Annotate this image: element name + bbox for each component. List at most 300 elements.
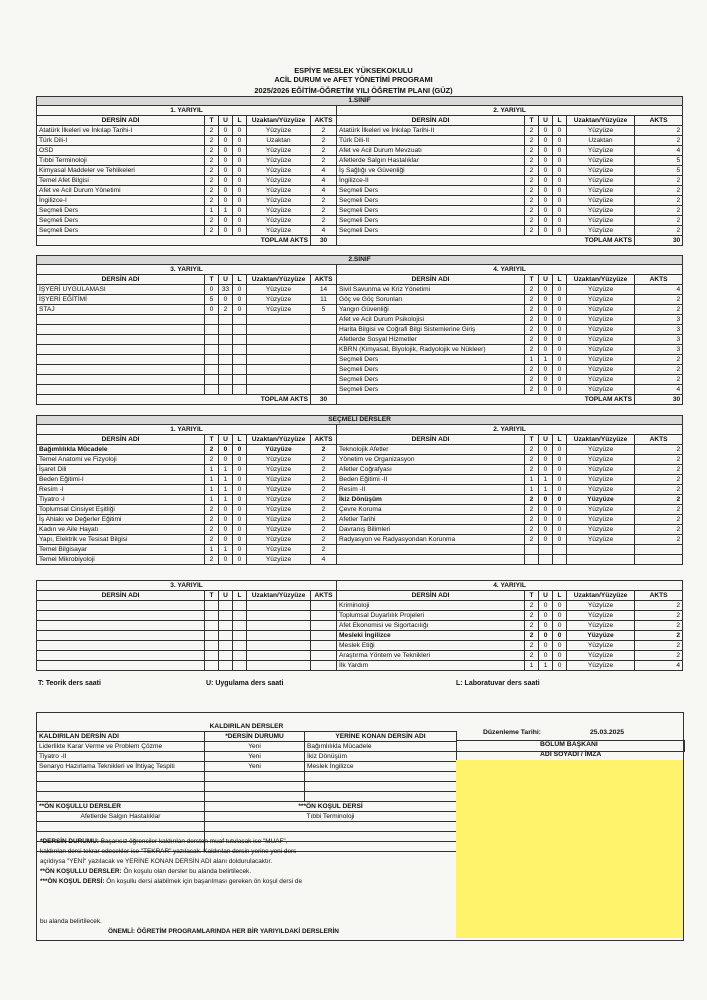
- delivery-mode: Yüzyüze: [567, 661, 635, 671]
- akts: [311, 335, 337, 345]
- course-name: [37, 385, 205, 395]
- delivery-mode: Yüzyüze: [567, 485, 635, 495]
- akts: 2: [311, 136, 337, 146]
- l-hours: 0: [233, 505, 247, 515]
- course-name: Türk Dili-II: [337, 136, 525, 146]
- delivery-mode: Yüzyüze: [567, 455, 635, 465]
- table-row: [37, 325, 683, 335]
- course-name: Teknolojik Afetler: [337, 445, 525, 455]
- u-hours: 0: [539, 226, 553, 236]
- delivery-mode: Yüzyüze: [567, 515, 635, 525]
- akts: 2: [635, 631, 683, 641]
- akts: 2: [311, 505, 337, 515]
- akts: 2: [311, 206, 337, 216]
- l-hours: 0: [553, 505, 567, 515]
- l-hours: 0: [553, 455, 567, 465]
- u-hours: 33: [219, 285, 233, 295]
- col-t: T: [525, 435, 539, 445]
- t-hours: 2: [525, 196, 539, 206]
- course-name: STAJ: [37, 305, 205, 315]
- t-hours: 2: [205, 176, 219, 186]
- replacement-course: Meslek İngilizce: [305, 762, 457, 772]
- l-hours: 0: [233, 545, 247, 555]
- delivery-mode: Yüzyüze: [567, 285, 635, 295]
- table-row: [37, 525, 683, 535]
- l-hours: 0: [553, 485, 567, 495]
- delivery-mode: Yüzyüze: [247, 156, 311, 166]
- signature-redaction: [456, 760, 683, 938]
- u-hours: 0: [539, 535, 553, 545]
- l-hours: 0: [553, 515, 567, 525]
- l-hours: 0: [553, 206, 567, 216]
- delivery-mode: Yüzyüze: [567, 465, 635, 475]
- l-hours: [553, 555, 567, 565]
- t-hours: 0: [205, 305, 219, 315]
- t-hours: 2: [525, 126, 539, 136]
- col-l: L: [233, 116, 247, 126]
- course-name: Seçmeli Ders: [337, 365, 525, 375]
- t-hours: 2: [525, 611, 539, 621]
- col-mode: Uzaktan/Yüzyüze: [247, 116, 311, 126]
- course-name: Harita Bilgisi ve Coğrafi Bilgi Sistemlerine Giriş: [337, 325, 525, 335]
- t-hours: 2: [525, 146, 539, 156]
- akts: 4: [635, 661, 683, 671]
- course-name: Afetler Tarihi: [337, 515, 525, 525]
- col-name: DERSİN ADI: [37, 435, 205, 445]
- course-name: Seçmeli Ders: [337, 355, 525, 365]
- l-hours: 0: [233, 196, 247, 206]
- course-name: İkiz Dönüşüm: [337, 495, 525, 505]
- u-hours: [539, 545, 553, 555]
- replacement-course: İkiz Dönüşüm: [305, 752, 457, 762]
- removed-course: Senaryo Hazırlama Teknikleri ve İhtiyaç Tespiti: [37, 762, 205, 772]
- akts: 2: [635, 355, 683, 365]
- delivery-mode: Yüzyüze: [247, 186, 311, 196]
- col-t: T: [205, 435, 219, 445]
- u-hours: 0: [539, 651, 553, 661]
- l-hours: 0: [233, 305, 247, 315]
- akts: 2: [635, 216, 683, 226]
- table-row: [37, 621, 683, 631]
- table-row: [37, 186, 683, 196]
- t-hours: 2: [525, 375, 539, 385]
- t-hours: 2: [525, 455, 539, 465]
- course-status: Yeni: [205, 762, 305, 772]
- col-mode: Uzaktan/Yüzyüze: [247, 435, 311, 445]
- t-hours: 2: [525, 465, 539, 475]
- l-hours: 0: [553, 335, 567, 345]
- l-hours: [553, 545, 567, 555]
- course-name: Göç ve Göç Sorunları: [337, 295, 525, 305]
- delivery-mode: Yüzyüze: [567, 631, 635, 641]
- course-name: Seçmeli Ders: [337, 196, 525, 206]
- l-hours: 0: [553, 651, 567, 661]
- delivery-mode: Yüzyüze: [247, 535, 311, 545]
- u-hours: 1: [219, 465, 233, 475]
- t-hours: 2: [525, 325, 539, 335]
- sinif1-y2: 2. YARIYIL: [337, 106, 683, 116]
- akts: 4: [311, 186, 337, 196]
- course-status: Yeni: [205, 742, 305, 752]
- akts: 2: [311, 465, 337, 475]
- l-hours: 0: [553, 495, 567, 505]
- legend-t: T: Teorik ders saati: [38, 680, 101, 687]
- col-t: T: [525, 116, 539, 126]
- delivery-mode: Yüzyüze: [567, 505, 635, 515]
- l-hours: 0: [553, 315, 567, 325]
- course-name: İngilizce-II: [337, 176, 525, 186]
- total-label: TOPLAM AKTS: [37, 395, 311, 405]
- col-name: DERSİN ADI: [37, 116, 205, 126]
- l-hours: 0: [553, 216, 567, 226]
- on-kosullu-header: **ÖN KOŞULLU DERSLER: [37, 802, 205, 812]
- t-hours: 2: [525, 365, 539, 375]
- course-name: [37, 345, 205, 355]
- l-hours: 0: [553, 601, 567, 611]
- akts: 4: [635, 385, 683, 395]
- table-row: [37, 226, 683, 236]
- l-hours: 0: [233, 186, 247, 196]
- t-hours: 2: [525, 335, 539, 345]
- akts: 2: [311, 515, 337, 525]
- col-name: DERSİN ADI: [337, 435, 525, 445]
- course-name: [37, 315, 205, 325]
- l-hours: 0: [233, 525, 247, 535]
- t-hours: 2: [525, 535, 539, 545]
- akts: 2: [311, 495, 337, 505]
- u-hours: 0: [539, 136, 553, 146]
- l-hours: 0: [553, 345, 567, 355]
- course-name: Afetler Coğrafyası: [337, 465, 525, 475]
- delivery-mode: [247, 335, 311, 345]
- t-hours: [205, 385, 219, 395]
- t-hours: 1: [205, 206, 219, 216]
- delivery-mode: Yüzyüze: [247, 285, 311, 295]
- col-mode: Uzaktan/Yüzyüze: [567, 435, 635, 445]
- col-u: U: [539, 275, 553, 285]
- total-label: TOPLAM AKTS: [337, 236, 635, 246]
- t-hours: 1: [205, 545, 219, 555]
- t-hours: 2: [205, 455, 219, 465]
- l-hours: [233, 325, 247, 335]
- u-hours: 0: [539, 305, 553, 315]
- col-t: T: [205, 116, 219, 126]
- delivery-mode: [247, 365, 311, 375]
- sinif2-table: [36, 255, 683, 405]
- u-hours: 0: [539, 601, 553, 611]
- col-mode: Uzaktan/Yüzyüze: [567, 275, 635, 285]
- u-hours: [219, 315, 233, 325]
- u-hours: 0: [539, 465, 553, 475]
- t-hours: 2: [205, 196, 219, 206]
- t-hours: 2: [525, 641, 539, 651]
- secmeli2-y2: 4. YARIYIL: [337, 581, 683, 591]
- col-name: DERSİN ADI: [337, 116, 525, 126]
- delivery-mode: Yüzyüze: [567, 475, 635, 485]
- course-name: Afet ve Acil Durum Psikolojisi: [337, 315, 525, 325]
- col-t: T: [525, 591, 539, 601]
- t-hours: 2: [525, 315, 539, 325]
- course-name: İşaret Dili: [37, 465, 205, 475]
- akts: 2: [635, 206, 683, 216]
- delivery-mode: Yüzyüze: [567, 651, 635, 661]
- t-hours: 1: [525, 485, 539, 495]
- delivery-mode: Yüzyüze: [567, 305, 635, 315]
- akts: 5: [311, 305, 337, 315]
- delivery-mode: Yüzyüze: [567, 385, 635, 395]
- u-hours: 0: [539, 335, 553, 345]
- l-hours: 0: [553, 365, 567, 375]
- col-u: U: [539, 435, 553, 445]
- u-hours: [219, 345, 233, 355]
- course-name: İş Ahlakı ve Değerler Eğitimi: [37, 515, 205, 525]
- u-hours: 1: [219, 206, 233, 216]
- t-hours: [205, 335, 219, 345]
- t-hours: 1: [525, 475, 539, 485]
- replacement-course: Bağımlılıkla Mücadele: [305, 742, 457, 752]
- l-hours: 0: [233, 445, 247, 455]
- legend-u: U: Uygulama ders saati: [206, 680, 284, 687]
- t-hours: 2: [205, 186, 219, 196]
- u-hours: 0: [539, 295, 553, 305]
- col-akts: AKTS: [311, 275, 337, 285]
- u-hours: 0: [219, 555, 233, 565]
- delivery-mode: Yüzyüze: [567, 375, 635, 385]
- delivery-mode: [247, 345, 311, 355]
- akts: 2: [311, 485, 337, 495]
- delivery-mode: Yüzyüze: [567, 621, 635, 631]
- u-hours: 1: [219, 485, 233, 495]
- delivery-mode: [247, 355, 311, 365]
- delivery-mode: [567, 545, 635, 555]
- t-hours: [525, 545, 539, 555]
- secmeli-table: [36, 415, 683, 565]
- kaldirilan-h2: *DERSİN DURUMU: [205, 732, 305, 742]
- sinif1-title: 1.SINIF: [37, 97, 683, 106]
- delivery-mode: Yüzyüze: [567, 335, 635, 345]
- course-name: Seçmeli Ders: [337, 375, 525, 385]
- course-name: Çevre Koruma: [337, 505, 525, 515]
- t-hours: [525, 555, 539, 565]
- t-hours: 2: [205, 505, 219, 515]
- course-name: Bağımlılıkla Mücadele: [37, 445, 205, 455]
- akts: 2: [311, 126, 337, 136]
- u-hours: 0: [539, 375, 553, 385]
- akts: 2: [311, 196, 337, 206]
- delivery-mode: Yüzyüze: [567, 216, 635, 226]
- table-row: [37, 156, 683, 166]
- course-name: İlk Yardım: [337, 661, 525, 671]
- course-name: Araştırma Yöntem ve Teknikleri: [337, 651, 525, 661]
- name-signature: ADI SOYADI / İMZA: [540, 751, 602, 758]
- akts: 4: [311, 226, 337, 236]
- u-hours: 1: [219, 495, 233, 505]
- table-row: [37, 445, 683, 455]
- l-hours: 0: [553, 226, 567, 236]
- akts: 2: [311, 525, 337, 535]
- akts: 2: [635, 485, 683, 495]
- date-label: Düzenleme Tarihi:: [483, 729, 542, 736]
- col-u: U: [539, 591, 553, 601]
- akts: 2: [635, 196, 683, 206]
- u-hours: 0: [539, 206, 553, 216]
- akts: 2: [635, 621, 683, 631]
- course-name: Afetlerde Sosyal Hizmetler: [337, 335, 525, 345]
- akts: 4: [635, 146, 683, 156]
- course-name: Kriminoloji: [337, 601, 525, 611]
- akts: 2: [635, 136, 683, 146]
- l-hours: 0: [233, 206, 247, 216]
- delivery-mode: Yüzyüze: [247, 515, 311, 525]
- delivery-mode: Yüzyüze: [567, 445, 635, 455]
- course-name: Seçmeli Ders: [37, 216, 205, 226]
- delivery-mode: Yüzyüze: [247, 465, 311, 475]
- t-hours: 2: [525, 621, 539, 631]
- course-name: Temel Afet Bilgisi: [37, 176, 205, 186]
- table-row: [37, 126, 683, 136]
- u-hours: 0: [539, 631, 553, 641]
- akts: [311, 365, 337, 375]
- secmeli2-table: [36, 580, 683, 671]
- u-hours: 0: [219, 445, 233, 455]
- akts: 2: [635, 535, 683, 545]
- col-akts: AKTS: [635, 116, 683, 126]
- t-hours: 1: [205, 475, 219, 485]
- delivery-mode: [247, 375, 311, 385]
- u-hours: [219, 355, 233, 365]
- t-hours: 2: [525, 305, 539, 315]
- course-name: Beden Eğitimi -II: [337, 475, 525, 485]
- u-hours: 0: [219, 166, 233, 176]
- delivery-mode: Yüzyüze: [247, 196, 311, 206]
- delivery-mode: Yüzyüze: [247, 146, 311, 156]
- akts: [311, 325, 337, 335]
- delivery-mode: Uzaktan: [567, 136, 635, 146]
- course-name: Seçmeli Ders: [37, 226, 205, 236]
- course-name: KBRN (Kimyasal, Biyolojik, Radyolojik ve Nükleer): [337, 345, 525, 355]
- table-row: [37, 305, 683, 315]
- l-hours: 0: [553, 355, 567, 365]
- t-hours: 2: [525, 166, 539, 176]
- table-row: [37, 641, 683, 651]
- u-hours: 0: [219, 126, 233, 136]
- delivery-mode: Yüzyüze: [567, 365, 635, 375]
- course-status: Yeni: [205, 752, 305, 762]
- u-hours: 1: [539, 475, 553, 485]
- u-hours: 0: [219, 156, 233, 166]
- l-hours: 0: [553, 295, 567, 305]
- delivery-mode: Yüzyüze: [247, 455, 311, 465]
- l-hours: 0: [233, 495, 247, 505]
- t-hours: 2: [205, 555, 219, 565]
- t-hours: 2: [525, 445, 539, 455]
- u-hours: 0: [539, 365, 553, 375]
- delivery-mode: Yüzyüze: [247, 176, 311, 186]
- l-hours: 0: [233, 465, 247, 475]
- l-hours: 0: [233, 126, 247, 136]
- akts: 3: [635, 345, 683, 355]
- akts: 2: [311, 475, 337, 485]
- akts: [311, 375, 337, 385]
- school-name: ESPİYE MESLEK YÜKSEKOKULU: [294, 66, 413, 75]
- course-name: Mesleki İngilizce: [337, 631, 525, 641]
- sinif2-y2: 4. YARIYIL: [337, 265, 683, 275]
- delivery-mode: Uzaktan: [247, 136, 311, 146]
- table-row: [37, 455, 683, 465]
- l-hours: 0: [553, 375, 567, 385]
- akts: 2: [635, 601, 683, 611]
- t-hours: 2: [525, 631, 539, 641]
- course-name: Tiyatro -I: [37, 495, 205, 505]
- t-hours: 2: [525, 385, 539, 395]
- akts: 2: [635, 176, 683, 186]
- delivery-mode: Yüzyüze: [247, 305, 311, 315]
- course-name: Temel Mikrobiyoloji: [37, 555, 205, 565]
- t-hours: 5: [205, 295, 219, 305]
- delivery-mode: Yüzyüze: [567, 166, 635, 176]
- course-name: Radyasyon ve Radyasyondan Korunma: [337, 535, 525, 545]
- delivery-mode: Yüzyüze: [567, 186, 635, 196]
- col-akts: AKTS: [311, 591, 337, 601]
- akts: [635, 545, 683, 555]
- table-row: [37, 485, 683, 495]
- table-row: [37, 206, 683, 216]
- t-hours: [205, 375, 219, 385]
- t-hours: 2: [525, 651, 539, 661]
- t-hours: 2: [525, 495, 539, 505]
- note-1: *DERSİN DURUMU: Başarısız öğrenciler kaldırılan dersten muaf tutulacak ise "MUAF",: [40, 838, 288, 845]
- l-hours: 0: [553, 325, 567, 335]
- u-hours: 0: [539, 325, 553, 335]
- t-hours: 2: [205, 146, 219, 156]
- l-hours: 0: [553, 146, 567, 156]
- t-hours: 2: [525, 295, 539, 305]
- delivery-mode: [247, 325, 311, 335]
- u-hours: 0: [219, 535, 233, 545]
- delivery-mode: Yüzyüze: [247, 475, 311, 485]
- akts: 2: [635, 515, 683, 525]
- kaldirilan-h1: KALDIRILAN DERSİN ADI: [37, 732, 205, 742]
- l-hours: 0: [553, 166, 567, 176]
- delivery-mode: [247, 315, 311, 325]
- delivery-mode: Yüzyüze: [567, 126, 635, 136]
- table-row: [37, 355, 683, 365]
- l-hours: 0: [233, 285, 247, 295]
- course-name: Kimyasal Maddeler ve Tehlikeleri: [37, 166, 205, 176]
- akts: 3: [635, 315, 683, 325]
- l-hours: 0: [233, 455, 247, 465]
- akts: 14: [311, 285, 337, 295]
- delivery-mode: Yüzyüze: [567, 525, 635, 535]
- u-hours: 1: [539, 661, 553, 671]
- t-hours: 1: [525, 661, 539, 671]
- t-hours: 2: [205, 226, 219, 236]
- course-name: Afet Ekonomisi ve Sigortacılığı: [337, 621, 525, 631]
- table-row: [37, 515, 683, 525]
- u-hours: [219, 385, 233, 395]
- total-label: TOPLAM AKTS: [337, 395, 635, 405]
- l-hours: 0: [553, 305, 567, 315]
- delivery-mode: [247, 385, 311, 395]
- col-l: L: [553, 116, 567, 126]
- col-u: U: [219, 275, 233, 285]
- course-name: Davranış Bilimleri: [337, 525, 525, 535]
- u-hours: [219, 365, 233, 375]
- l-hours: 0: [233, 166, 247, 176]
- table-row: [37, 146, 683, 156]
- t-hours: 1: [205, 465, 219, 475]
- col-l: L: [233, 435, 247, 445]
